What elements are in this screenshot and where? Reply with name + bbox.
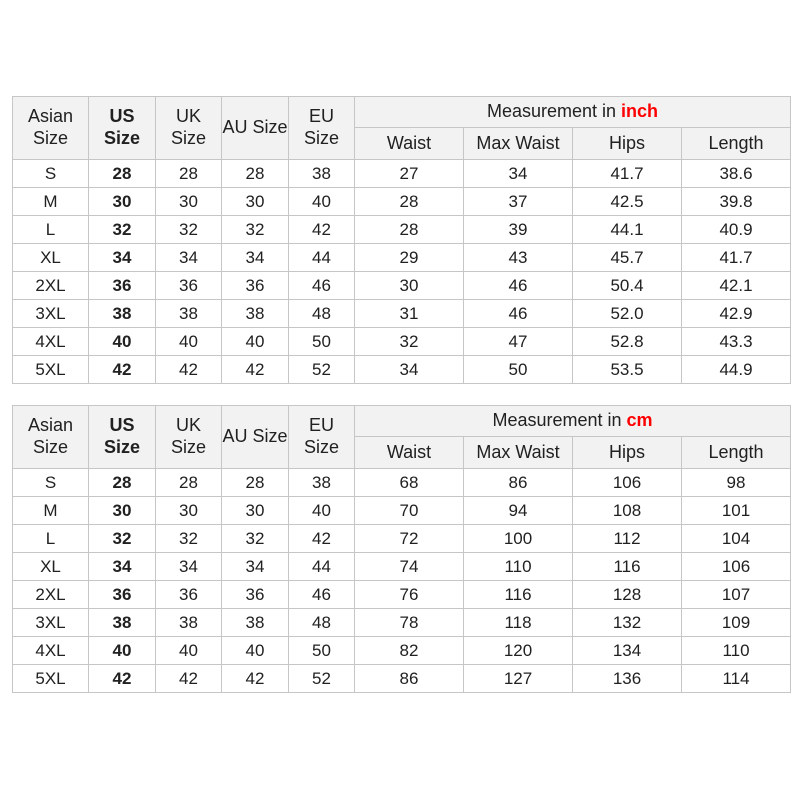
length-cell: 107: [682, 581, 791, 609]
measurement-title: [355, 97, 791, 128]
uk-size-cell: 40: [156, 328, 222, 356]
eu-size-cell: 50: [289, 328, 355, 356]
us-size-cell: 36: [89, 272, 156, 300]
us-size-cell: 38: [89, 609, 156, 637]
asian-size-cell: 5XL: [13, 356, 89, 384]
length-cell: 43.3: [682, 328, 791, 356]
asian-size-cell: S: [13, 469, 89, 497]
au-size-cell: 30: [222, 188, 289, 216]
hips-cell: 45.7: [573, 244, 682, 272]
asian-size-header: Asian Size: [13, 97, 89, 160]
hips-cell: 136: [573, 665, 682, 693]
max-waist-cell: 127: [464, 665, 573, 693]
waist-cell: 28: [355, 188, 464, 216]
uk-size-cell: 32: [156, 216, 222, 244]
header-row-top: [13, 97, 791, 128]
au-size-cell: 42: [222, 356, 289, 384]
au-size-cell: 32: [222, 525, 289, 553]
table-header: [13, 97, 791, 160]
hips-cell: 50.4: [573, 272, 682, 300]
table-row: [13, 637, 791, 665]
length-cell: 109: [682, 609, 791, 637]
us-size-header: US Size: [89, 406, 156, 469]
size-table-inch: [12, 96, 791, 384]
au-size-cell: 40: [222, 328, 289, 356]
table-row: [13, 581, 791, 609]
max-waist-cell: 46: [464, 300, 573, 328]
eu-size-header: EU Size: [289, 406, 355, 469]
max-waist-cell: 37: [464, 188, 573, 216]
uk-size-cell: 34: [156, 244, 222, 272]
max-waist-cell: 86: [464, 469, 573, 497]
max-waist-header: Max Waist: [464, 128, 573, 160]
waist-cell: 76: [355, 581, 464, 609]
max-waist-cell: 43: [464, 244, 573, 272]
eu-size-cell: 48: [289, 609, 355, 637]
length-cell: 38.6: [682, 160, 791, 188]
au-size-cell: 38: [222, 609, 289, 637]
length-cell: 98: [682, 469, 791, 497]
asian-size-cell: 5XL: [13, 665, 89, 693]
table-row: [13, 216, 791, 244]
max-waist-cell: 100: [464, 525, 573, 553]
waist-cell: 28: [355, 216, 464, 244]
length-cell: 39.8: [682, 188, 791, 216]
au-size-cell: 30: [222, 497, 289, 525]
eu-size-cell: 46: [289, 581, 355, 609]
measurement-unit: cm: [626, 410, 653, 431]
uk-size-cell: 28: [156, 469, 222, 497]
max-waist-cell: 46: [464, 272, 573, 300]
us-size-cell: 34: [89, 244, 156, 272]
max-waist-cell: 34: [464, 160, 573, 188]
eu-size-cell: 52: [289, 356, 355, 384]
size-table-cm: [12, 405, 791, 693]
waist-cell: 82: [355, 637, 464, 665]
table-header: [13, 406, 791, 469]
eu-size-cell: 38: [289, 160, 355, 188]
hips-cell: 128: [573, 581, 682, 609]
hips-header: Hips: [573, 128, 682, 160]
eu-size-cell: 38: [289, 469, 355, 497]
length-cell: 44.9: [682, 356, 791, 384]
table-row: [13, 609, 791, 637]
uk-size-cell: 40: [156, 637, 222, 665]
eu-size-cell: 42: [289, 216, 355, 244]
eu-size-cell: 44: [289, 553, 355, 581]
us-size-cell: 36: [89, 581, 156, 609]
asian-size-cell: M: [13, 188, 89, 216]
hips-cell: 53.5: [573, 356, 682, 384]
uk-size-cell: 32: [156, 525, 222, 553]
us-size-cell: 34: [89, 553, 156, 581]
eu-size-cell: 44: [289, 244, 355, 272]
uk-size-cell: 42: [156, 356, 222, 384]
us-size-cell: 40: [89, 637, 156, 665]
hips-cell: 112: [573, 525, 682, 553]
asian-size-cell: 4XL: [13, 637, 89, 665]
asian-size-cell: 2XL: [13, 272, 89, 300]
eu-size-cell: 40: [289, 188, 355, 216]
asian-size-header: Asian Size: [13, 406, 89, 469]
au-size-cell: 38: [222, 300, 289, 328]
uk-size-cell: 42: [156, 665, 222, 693]
asian-size-cell: S: [13, 160, 89, 188]
length-cell: 104: [682, 525, 791, 553]
max-waist-cell: 116: [464, 581, 573, 609]
max-waist-header: Max Waist: [464, 437, 573, 469]
length-cell: 110: [682, 637, 791, 665]
au-size-cell: 28: [222, 160, 289, 188]
length-cell: 106: [682, 553, 791, 581]
au-size-cell: 42: [222, 665, 289, 693]
asian-size-cell: XL: [13, 244, 89, 272]
table-row: [13, 188, 791, 216]
hips-cell: 134: [573, 637, 682, 665]
au-size-cell: 32: [222, 216, 289, 244]
us-size-cell: 32: [89, 216, 156, 244]
table-row: [13, 272, 791, 300]
uk-size-cell: 38: [156, 609, 222, 637]
table-row: [13, 497, 791, 525]
length-cell: 114: [682, 665, 791, 693]
asian-size-cell: 3XL: [13, 300, 89, 328]
us-size-header: US Size: [89, 97, 156, 160]
hips-cell: 52.8: [573, 328, 682, 356]
asian-size-cell: M: [13, 497, 89, 525]
max-waist-cell: 47: [464, 328, 573, 356]
max-waist-cell: 118: [464, 609, 573, 637]
us-size-cell: 28: [89, 160, 156, 188]
au-size-cell: 40: [222, 637, 289, 665]
waist-cell: 34: [355, 356, 464, 384]
us-size-cell: 42: [89, 356, 156, 384]
table-row: [13, 469, 791, 497]
table-row: [13, 300, 791, 328]
max-waist-cell: 50: [464, 356, 573, 384]
max-waist-cell: 110: [464, 553, 573, 581]
hips-cell: 108: [573, 497, 682, 525]
uk-size-header: UK Size: [156, 406, 222, 469]
waist-header: Waist: [355, 128, 464, 160]
max-waist-cell: 94: [464, 497, 573, 525]
length-cell: 40.9: [682, 216, 791, 244]
waist-cell: 86: [355, 665, 464, 693]
measurement-unit: inch: [621, 101, 659, 122]
uk-size-cell: 30: [156, 497, 222, 525]
eu-size-cell: 46: [289, 272, 355, 300]
eu-size-header: EU Size: [289, 97, 355, 160]
asian-size-cell: 2XL: [13, 581, 89, 609]
hips-cell: 116: [573, 553, 682, 581]
uk-size-cell: 38: [156, 300, 222, 328]
eu-size-cell: 52: [289, 665, 355, 693]
waist-cell: 29: [355, 244, 464, 272]
uk-size-cell: 36: [156, 581, 222, 609]
au-size-cell: 36: [222, 272, 289, 300]
us-size-cell: 28: [89, 469, 156, 497]
hips-cell: 41.7: [573, 160, 682, 188]
au-size-cell: 34: [222, 244, 289, 272]
max-waist-cell: 120: [464, 637, 573, 665]
waist-header: Waist: [355, 437, 464, 469]
au-size-header: AU Size: [222, 97, 289, 160]
hips-cell: 52.0: [573, 300, 682, 328]
us-size-cell: 30: [89, 497, 156, 525]
uk-size-header: UK Size: [156, 97, 222, 160]
header-row-top: [13, 406, 791, 437]
us-size-cell: 30: [89, 188, 156, 216]
uk-size-cell: 30: [156, 188, 222, 216]
length-cell: 41.7: [682, 244, 791, 272]
waist-cell: 68: [355, 469, 464, 497]
waist-cell: 74: [355, 553, 464, 581]
eu-size-cell: 50: [289, 637, 355, 665]
waist-cell: 78: [355, 609, 464, 637]
us-size-cell: 38: [89, 300, 156, 328]
length-cell: 101: [682, 497, 791, 525]
asian-size-cell: 3XL: [13, 609, 89, 637]
table-row: [13, 525, 791, 553]
uk-size-cell: 36: [156, 272, 222, 300]
table-body: [13, 160, 791, 384]
hips-cell: 132: [573, 609, 682, 637]
table-row: [13, 160, 791, 188]
au-size-cell: 36: [222, 581, 289, 609]
eu-size-cell: 42: [289, 525, 355, 553]
measurement-title: [355, 406, 791, 437]
table-row: [13, 356, 791, 384]
uk-size-cell: 28: [156, 160, 222, 188]
table-row: [13, 328, 791, 356]
length-cell: 42.9: [682, 300, 791, 328]
max-waist-cell: 39: [464, 216, 573, 244]
waist-cell: 72: [355, 525, 464, 553]
eu-size-cell: 48: [289, 300, 355, 328]
table-row: [13, 665, 791, 693]
length-header: Length: [682, 128, 791, 160]
hips-cell: 106: [573, 469, 682, 497]
eu-size-cell: 40: [289, 497, 355, 525]
waist-cell: 30: [355, 272, 464, 300]
us-size-cell: 42: [89, 665, 156, 693]
au-size-cell: 34: [222, 553, 289, 581]
waist-cell: 32: [355, 328, 464, 356]
hips-cell: 44.1: [573, 216, 682, 244]
measurement-label: Measurement in: [486, 101, 617, 122]
uk-size-cell: 34: [156, 553, 222, 581]
hips-header: Hips: [573, 437, 682, 469]
waist-cell: 27: [355, 160, 464, 188]
au-size-cell: 28: [222, 469, 289, 497]
length-cell: 42.1: [682, 272, 791, 300]
asian-size-cell: XL: [13, 553, 89, 581]
au-size-header: AU Size: [222, 406, 289, 469]
us-size-cell: 40: [89, 328, 156, 356]
measurement-label: Measurement in: [492, 410, 622, 431]
asian-size-cell: L: [13, 216, 89, 244]
asian-size-cell: L: [13, 525, 89, 553]
us-size-cell: 32: [89, 525, 156, 553]
table-body: [13, 469, 791, 693]
waist-cell: 70: [355, 497, 464, 525]
asian-size-cell: 4XL: [13, 328, 89, 356]
hips-cell: 42.5: [573, 188, 682, 216]
waist-cell: 31: [355, 300, 464, 328]
table-row: [13, 553, 791, 581]
table-row: [13, 244, 791, 272]
length-header: Length: [682, 437, 791, 469]
